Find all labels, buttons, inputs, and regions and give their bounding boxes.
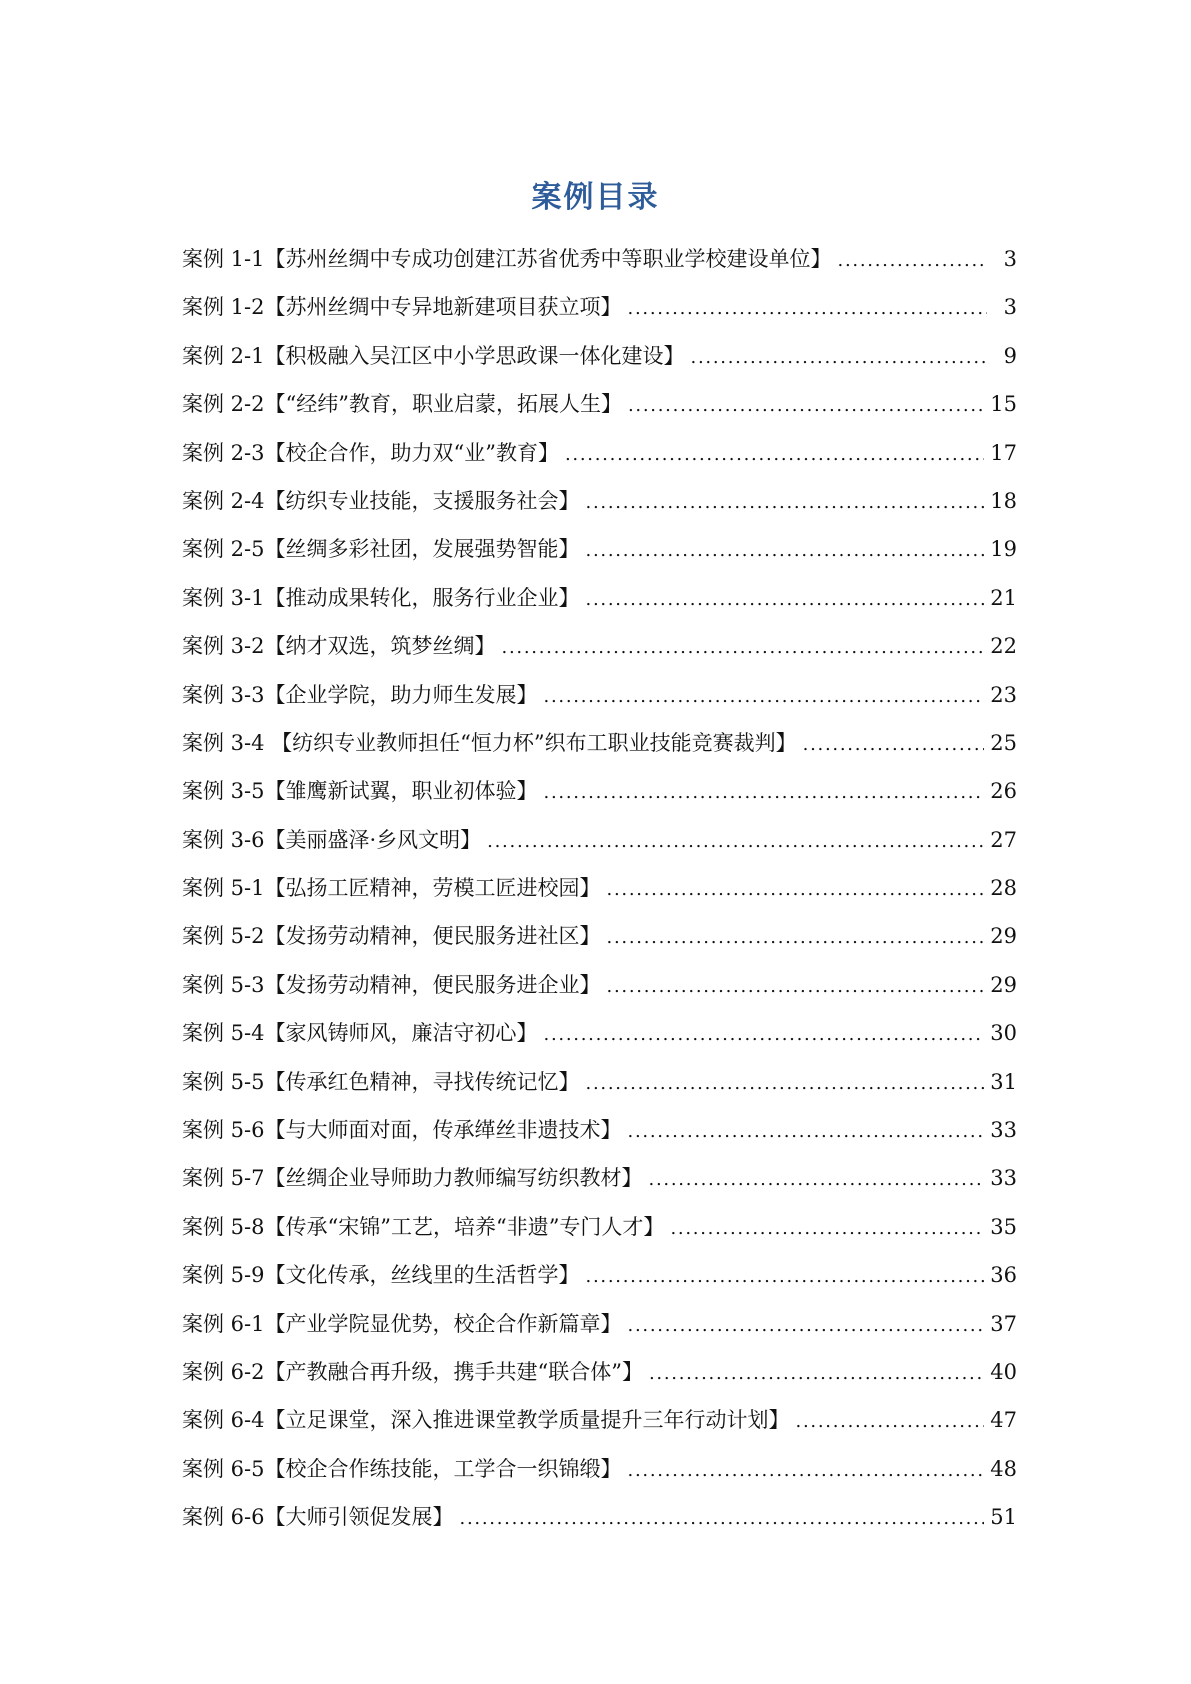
toc-dot-leader: [544, 1018, 985, 1050]
toc-entry[interactable]: [182, 1502, 1017, 1550]
toc-entry-label: 案例 5-6【与大师面对面，传承缂丝非遗技术】: [182, 1118, 622, 1143]
toc-entry-page-number: 23: [990, 682, 1017, 707]
toc-entry[interactable]: [182, 438, 1017, 486]
toc-entry-label: 案例 2-2【“经纬”教育，职业启蒙，拓展人生】: [182, 392, 622, 417]
toc-entry[interactable]: [182, 583, 1017, 631]
toc-entry-label: 案例 6-5【校企合作练技能，工学合一织锦缎】: [182, 1456, 622, 1481]
toc-entry[interactable]: [182, 1260, 1017, 1308]
toc-entry-label: 案例 5-7【丝绸企业导师助力教师编写纺织教材】: [182, 1166, 643, 1191]
toc-entry-label: 案例 2-3【校企合作，助力双“业”教育】: [182, 440, 559, 465]
toc-entry-label: 案例 5-9【文化传承，丝线里的生活哲学】: [182, 1263, 580, 1288]
toc-entry[interactable]: [182, 970, 1017, 1018]
toc-dot-leader: [628, 389, 984, 421]
toc-entry-label: 案例 5-2【发扬劳动精神，便民服务进社区】: [182, 924, 601, 949]
toc-entry-label: 案例 6-2【产教融合再升级，携手共建“联合体”】: [182, 1359, 643, 1384]
toc-entry-label: 案例 6-4【立足课堂，深入推进课堂教学质量提升三年行动计划】: [182, 1408, 790, 1433]
toc-dot-leader: [607, 970, 985, 1002]
toc-entry[interactable]: [182, 534, 1017, 582]
toc-entry-label: 案例 6-1【产业学院显优势，校企合作新篇章】: [182, 1311, 622, 1336]
toc-list: [182, 244, 1017, 1551]
toc-entry[interactable]: [182, 680, 1017, 728]
toc-entry[interactable]: [182, 873, 1017, 921]
toc-dot-leader: [649, 1163, 985, 1195]
toc-entry-label: 案例 1-1【苏州丝绸中专成功创建江苏省优秀中等职业学校建设单位】: [182, 247, 832, 271]
toc-entry[interactable]: [182, 728, 1017, 776]
toc-entry-page-number: 19: [990, 537, 1017, 562]
toc-entry-page-number: 33: [990, 1166, 1017, 1191]
toc-dot-leader: [586, 583, 985, 615]
toc-entry[interactable]: [182, 1067, 1017, 1115]
toc-dot-leader: [460, 1502, 985, 1534]
toc-entry-label: 案例 2-1【积极融入吴江区中小学思政课一体化建设】: [182, 343, 685, 368]
toc-dot-leader: [691, 341, 988, 373]
toc-dot-leader: [628, 1454, 985, 1486]
toc-dot-leader: [649, 1357, 984, 1389]
toc-dot-leader: [586, 1260, 985, 1292]
toc-entry-page-number: 29: [990, 972, 1017, 997]
toc-entry[interactable]: [182, 825, 1017, 873]
toc-dot-leader: [586, 486, 985, 518]
toc-entry-page-number: 36: [990, 1263, 1017, 1288]
toc-entry[interactable]: [182, 244, 1017, 292]
toc-entry[interactable]: [182, 1405, 1017, 1453]
toc-dot-leader: [628, 1309, 985, 1341]
toc-entry-page-number: 29: [990, 924, 1017, 949]
toc-entry-page-number: 27: [990, 827, 1017, 852]
toc-entry-label: 案例 3-2【纳才双选，筑梦丝绸】: [182, 634, 496, 659]
toc-entry-page-number: 17: [990, 440, 1017, 465]
toc-entry[interactable]: [182, 921, 1017, 969]
toc-entry-page-number: 21: [990, 585, 1017, 610]
toc-entry-page-number: 31: [990, 1069, 1017, 1094]
toc-entry[interactable]: [182, 341, 1017, 389]
toc-entry-page-number: 15: [990, 392, 1017, 417]
toc-entry-page-number: 9: [1003, 343, 1017, 368]
toc-entry-page-number: 47: [990, 1408, 1017, 1433]
toc-dot-leader: [487, 825, 984, 857]
toc-entry-label: 案例 3-3【企业学院，助力师生发展】: [182, 682, 538, 707]
toc-entry-label: 案例 3-1【推动成果转化，服务行业企业】: [182, 585, 580, 610]
toc-entry[interactable]: [182, 776, 1017, 824]
toc-entry-page-number: 3: [1003, 295, 1017, 320]
toc-entry-page-number: 40: [990, 1359, 1017, 1384]
toc-entry[interactable]: [182, 1018, 1017, 1066]
toc-entry-label: 案例 5-1【弘扬工匠精神，劳模工匠进校园】: [182, 876, 601, 901]
toc-entry-label: 案例 3-5【雏鹰新试翼，职业初体验】: [182, 779, 538, 804]
toc-entry-label: 案例 5-5【传承红色精神，寻找传统记忆】: [182, 1069, 580, 1094]
toc-entry[interactable]: [182, 1309, 1017, 1357]
toc-entry[interactable]: [182, 1115, 1017, 1163]
toc-entry-page-number: 30: [990, 1021, 1017, 1046]
toc-entry-page-number: 22: [990, 634, 1017, 659]
toc-dot-leader: [607, 873, 985, 905]
toc-entry-label: 案例 3-4 【纺织专业教师担任“恒力杯”织布工职业技能竞赛裁判】: [182, 730, 797, 755]
toc-dot-leader: [628, 1115, 985, 1147]
toc-dot-leader: [803, 728, 985, 760]
page-title: 案例目录: [531, 180, 660, 215]
toc-dot-leader: [565, 438, 984, 470]
toc-entry-page-number: 28: [990, 876, 1017, 901]
toc-entry-page-number: 26: [990, 779, 1017, 804]
toc-entry-page-number: 37: [990, 1311, 1017, 1336]
toc-entry[interactable]: [182, 486, 1017, 534]
toc-entry[interactable]: [182, 1357, 1017, 1405]
toc-entry-label: 案例 1-2【苏州丝绸中专异地新建项目获立项】: [182, 295, 622, 320]
toc-dot-leader: [628, 292, 988, 324]
toc-entry-page-number: 35: [990, 1214, 1017, 1239]
toc-entry-page-number: 3: [1003, 247, 1017, 271]
toc-entry-page-number: 18: [990, 488, 1017, 513]
toc-dot-leader: [502, 631, 985, 663]
toc-entry[interactable]: [182, 631, 1017, 679]
toc-dot-leader: [670, 1212, 984, 1244]
toc-entry[interactable]: [182, 1454, 1017, 1502]
toc-entry[interactable]: [182, 1212, 1017, 1260]
toc-entry-page-number: 48: [990, 1456, 1017, 1481]
toc-entry-page-number: 33: [990, 1118, 1017, 1143]
toc-dot-leader: [586, 1067, 985, 1099]
toc-dot-leader: [586, 534, 985, 566]
toc-dot-leader: [544, 680, 985, 712]
toc-entry-label: 案例 5-8【传承“宋锦”工艺，培养“非遗”专门人才】: [182, 1214, 665, 1239]
toc-dot-leader: [796, 1405, 985, 1437]
toc-entry-label: 案例 3-6【美丽盛泽·乡风文明】: [182, 827, 482, 852]
toc-dot-leader: [838, 244, 988, 276]
toc-entry[interactable]: [182, 389, 1017, 437]
toc-entry-page-number: 25: [990, 730, 1017, 755]
toc-entry[interactable]: [182, 292, 1017, 340]
toc-entry[interactable]: [182, 1163, 1017, 1211]
toc-entry-page-number: 51: [990, 1505, 1017, 1530]
toc-entry-label: 案例 5-3【发扬劳动精神，便民服务进企业】: [182, 972, 601, 997]
toc-dot-leader: [607, 921, 985, 953]
toc-entry-label: 案例 5-4【家风铸师风，廉洁守初心】: [182, 1021, 538, 1046]
toc-dot-leader: [544, 776, 985, 808]
toc-entry-label: 案例 6-6【大师引领促发展】: [182, 1505, 454, 1530]
toc-entry-label: 案例 2-5【丝绸多彩社团，发展强势智能】: [182, 537, 580, 562]
toc-entry-label: 案例 2-4【纺织专业技能，支援服务社会】: [182, 488, 580, 513]
